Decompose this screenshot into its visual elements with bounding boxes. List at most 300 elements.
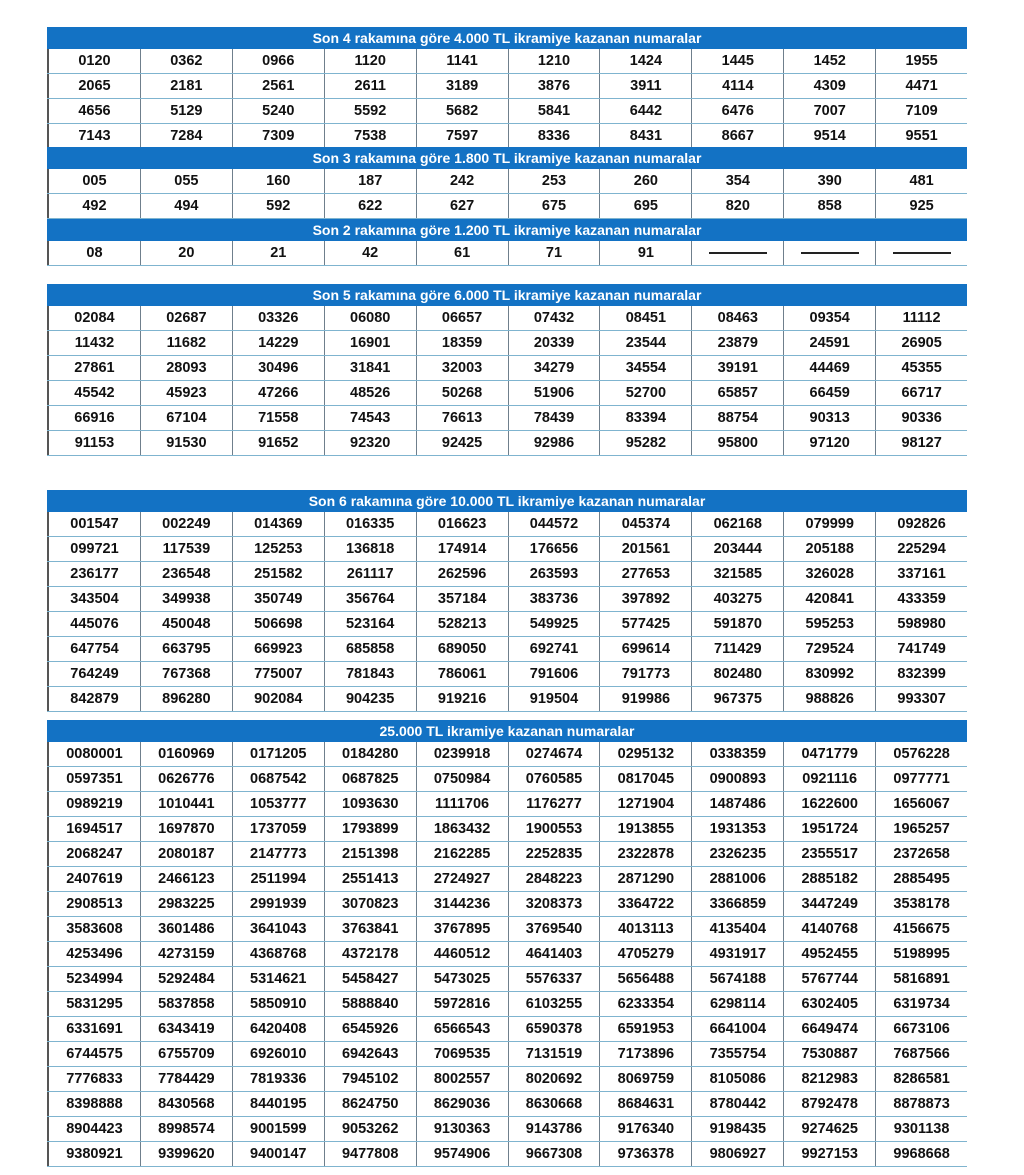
- table-cell: 357184: [416, 587, 508, 611]
- table-cell: 225294: [875, 537, 967, 561]
- table-cell: 420841: [783, 587, 875, 611]
- table-cell: 1931353: [691, 817, 783, 841]
- table-row: [47, 431, 967, 456]
- table-cell: 4641403: [508, 942, 600, 966]
- table-cell: 6649474: [783, 1017, 875, 1041]
- table-cell: 1210: [508, 49, 600, 73]
- table-cell: 045374: [599, 512, 691, 536]
- table-cell: 95282: [599, 431, 691, 455]
- table-cell: 0171205: [232, 742, 324, 766]
- table-cell: 044572: [508, 512, 600, 536]
- table-cell: 0750984: [416, 767, 508, 791]
- table-cell: 2322878: [599, 842, 691, 866]
- table-cell: 0966: [232, 49, 324, 73]
- table-row: [47, 767, 967, 792]
- table-row: [47, 74, 967, 99]
- son5-table: [47, 284, 967, 456]
- table-cell: 993307: [875, 687, 967, 711]
- table-cell: 1053777: [232, 792, 324, 816]
- table-cell: 062168: [691, 512, 783, 536]
- table-cell: 2147773: [232, 842, 324, 866]
- son2-table: [47, 219, 967, 266]
- table-cell: 492: [47, 194, 140, 218]
- table-cell: 5129: [140, 99, 232, 123]
- table-cell: 1913855: [599, 817, 691, 841]
- table-cell: 6298114: [691, 992, 783, 1016]
- table-cell: [875, 241, 967, 265]
- table-cell: 9927153: [783, 1142, 875, 1166]
- table-cell: 39191: [691, 356, 783, 380]
- table-cell: 326028: [783, 562, 875, 586]
- table-cell: 0921116: [783, 767, 875, 791]
- table-row: [47, 331, 967, 356]
- table-cell: 014369: [232, 512, 324, 536]
- table-cell: 187: [324, 169, 416, 193]
- table-cell: 9514: [783, 124, 875, 148]
- table-cell: 44469: [783, 356, 875, 380]
- table-cell: 117539: [140, 537, 232, 561]
- table-cell: 23544: [599, 331, 691, 355]
- table-cell: 31841: [324, 356, 416, 380]
- table-cell: 201561: [599, 537, 691, 561]
- table-cell: 689050: [416, 637, 508, 661]
- table-row: [47, 967, 967, 992]
- table-cell: 3447249: [783, 892, 875, 916]
- table-row: [47, 169, 967, 194]
- table-cell: 343504: [47, 587, 140, 611]
- table-cell: 1176277: [508, 792, 600, 816]
- table-cell: 390: [783, 169, 875, 193]
- table-header: Son 2 rakamına göre 1.200 TL ikramiye kazanan numaralar: [47, 219, 967, 241]
- table-cell: 528213: [416, 612, 508, 636]
- table-cell: 099721: [47, 537, 140, 561]
- table-cell: 2065: [47, 74, 140, 98]
- table-cell: 251582: [232, 562, 324, 586]
- table-cell: 791606: [508, 662, 600, 686]
- table-cell: 125253: [232, 537, 324, 561]
- table-cell: 9301138: [875, 1117, 967, 1141]
- table-cell: 4656: [47, 99, 140, 123]
- table-cell: 9667308: [508, 1142, 600, 1166]
- table-cell: 6591953: [599, 1017, 691, 1041]
- table-cell: 4471: [875, 74, 967, 98]
- table-cell: 4135404: [691, 917, 783, 941]
- table-cell: 9198435: [691, 1117, 783, 1141]
- table-cell: 001547: [47, 512, 140, 536]
- table-cell: 9143786: [508, 1117, 600, 1141]
- table-cell: 669923: [232, 637, 324, 661]
- table-row: [47, 662, 967, 687]
- table-cell: 1111706: [416, 792, 508, 816]
- table-row: [47, 637, 967, 662]
- table-cell: 5816891: [875, 967, 967, 991]
- table-cell: 16901: [324, 331, 416, 355]
- table-cell: 622: [324, 194, 416, 218]
- table-cell: 5458427: [324, 967, 416, 991]
- table-cell: 136818: [324, 537, 416, 561]
- table-cell: 176656: [508, 537, 600, 561]
- table-cell: 66717: [875, 381, 967, 405]
- table-cell: 3538178: [875, 892, 967, 916]
- table-cell: 4140768: [783, 917, 875, 941]
- table-cell: 4705279: [599, 942, 691, 966]
- table-cell: 4273159: [140, 942, 232, 966]
- table-cell: 433359: [875, 587, 967, 611]
- table-cell: 549925: [508, 612, 600, 636]
- table-cell: 1737059: [232, 817, 324, 841]
- table-cell: 0274674: [508, 742, 600, 766]
- table-cell: 2407619: [47, 867, 140, 891]
- table-cell: 1697870: [140, 817, 232, 841]
- table-cell: 3601486: [140, 917, 232, 941]
- table-cell: 6926010: [232, 1042, 324, 1066]
- table-cell: 6420408: [232, 1017, 324, 1041]
- table-cell: 591870: [691, 612, 783, 636]
- table-cell: 23879: [691, 331, 783, 355]
- table-cell: 6590378: [508, 1017, 600, 1041]
- table-cell: 6942643: [324, 1042, 416, 1066]
- table-cell: 42: [324, 241, 416, 265]
- table-cell: 34279: [508, 356, 600, 380]
- empty-dash: [709, 252, 767, 254]
- table-cell: 9130363: [416, 1117, 508, 1141]
- table-cell: 97120: [783, 431, 875, 455]
- table-cell: 91: [599, 241, 691, 265]
- table-cell: 5592: [324, 99, 416, 123]
- table-cell: 6566543: [416, 1017, 508, 1041]
- table-cell: 9399620: [140, 1142, 232, 1166]
- table-cell: 8998574: [140, 1117, 232, 1141]
- table-cell: 2511994: [232, 867, 324, 891]
- table-cell: 8667: [691, 124, 783, 148]
- table-cell: 5473025: [416, 967, 508, 991]
- table-cell: 4309: [783, 74, 875, 98]
- table-cell: 2885495: [875, 867, 967, 891]
- table-cell: 3769540: [508, 917, 600, 941]
- table-cell: 842879: [47, 687, 140, 711]
- table-cell: 1965257: [875, 817, 967, 841]
- table-row: [47, 842, 967, 867]
- table-cell: 692741: [508, 637, 600, 661]
- table-cell: 0760585: [508, 767, 600, 791]
- table-cell: 5767744: [783, 967, 875, 991]
- table-row: [47, 1092, 967, 1117]
- table-cell: 0900893: [691, 767, 783, 791]
- table-cell: 4114: [691, 74, 783, 98]
- table-cell: 8398888: [47, 1092, 140, 1116]
- table-cell: 403275: [691, 587, 783, 611]
- table-cell: 91530: [140, 431, 232, 455]
- table-cell: 450048: [140, 612, 232, 636]
- table-cell: 988826: [783, 687, 875, 711]
- table-cell: 7687566: [875, 1042, 967, 1066]
- table-cell: 8904423: [47, 1117, 140, 1141]
- table-row: [47, 1117, 967, 1142]
- table-cell: 494: [140, 194, 232, 218]
- table-cell: 902084: [232, 687, 324, 711]
- table-cell: 2372658: [875, 842, 967, 866]
- table-cell: 8440195: [232, 1092, 324, 1116]
- table-cell: 663795: [140, 637, 232, 661]
- table-cell: 2881006: [691, 867, 783, 891]
- table-cell: 0687542: [232, 767, 324, 791]
- table-cell: 2908513: [47, 892, 140, 916]
- table-header: Son 6 rakamına göre 10.000 TL ikramiye kazanan numaralar: [47, 490, 967, 512]
- empty-dash: [893, 252, 951, 254]
- table-cell: 830992: [783, 662, 875, 686]
- table-cell: 005: [47, 169, 140, 193]
- table-cell: 7069535: [416, 1042, 508, 1066]
- table-cell: 9176340: [599, 1117, 691, 1141]
- table-cell: 8878873: [875, 1092, 967, 1116]
- table-cell: 236177: [47, 562, 140, 586]
- table-row: [47, 512, 967, 537]
- table-cell: 8336: [508, 124, 600, 148]
- table-cell: 9736378: [599, 1142, 691, 1166]
- table-cell: 9001599: [232, 1117, 324, 1141]
- table-cell: 9274625: [783, 1117, 875, 1141]
- table-header: 25.000 TL ikramiye kazanan numaralar: [47, 720, 967, 742]
- table-cell: 919504: [508, 687, 600, 711]
- table-cell: 8780442: [691, 1092, 783, 1116]
- table-cell: 685858: [324, 637, 416, 661]
- table-cell: 263593: [508, 562, 600, 586]
- table-cell: 9968668: [875, 1142, 967, 1166]
- table-cell: 08451: [599, 306, 691, 330]
- table-cell: 6641004: [691, 1017, 783, 1041]
- table-cell: 523164: [324, 612, 416, 636]
- table-cell: 0239918: [416, 742, 508, 766]
- empty-dash: [801, 252, 859, 254]
- son4-table: [47, 27, 967, 149]
- table-cell: 002249: [140, 512, 232, 536]
- table-cell: 3876: [508, 74, 600, 98]
- table-cell: 7173896: [599, 1042, 691, 1066]
- table-cell: 2151398: [324, 842, 416, 866]
- table-cell: 2326235: [691, 842, 783, 866]
- table-cell: 5888840: [324, 992, 416, 1016]
- table-cell: 3583608: [47, 917, 140, 941]
- table-cell: 71: [508, 241, 600, 265]
- table-cell: 0817045: [599, 767, 691, 791]
- table-cell: 98127: [875, 431, 967, 455]
- table-row: [47, 537, 967, 562]
- table-cell: 506698: [232, 612, 324, 636]
- table-cell: 1445: [691, 49, 783, 73]
- table-cell: 7597: [416, 124, 508, 148]
- table-cell: 09354: [783, 306, 875, 330]
- table-cell: 0080001: [47, 742, 140, 766]
- table-cell: 1271904: [599, 792, 691, 816]
- 25000-table: [47, 720, 967, 1167]
- table-cell: 5314621: [232, 967, 324, 991]
- table-cell: 03326: [232, 306, 324, 330]
- table-cell: 0576228: [875, 742, 967, 766]
- table-cell: 1955: [875, 49, 967, 73]
- table-cell: 767368: [140, 662, 232, 686]
- table-cell: 4460512: [416, 942, 508, 966]
- table-cell: 9574906: [416, 1142, 508, 1166]
- table-cell: 1622600: [783, 792, 875, 816]
- table-cell: 52700: [599, 381, 691, 405]
- table-cell: 08: [47, 241, 140, 265]
- table-row: [47, 942, 967, 967]
- table-cell: 6302405: [783, 992, 875, 1016]
- table-cell: 174914: [416, 537, 508, 561]
- table-row: [47, 587, 967, 612]
- table-cell: 764249: [47, 662, 140, 686]
- table-cell: 0362: [140, 49, 232, 73]
- table-cell: 1900553: [508, 817, 600, 841]
- table-cell: 8684631: [599, 1092, 691, 1116]
- table-cell: 2551413: [324, 867, 416, 891]
- table-row: [47, 49, 967, 74]
- table-cell: 06657: [416, 306, 508, 330]
- table-cell: 88754: [691, 406, 783, 430]
- table-cell: 349938: [140, 587, 232, 611]
- table-row: [47, 917, 967, 942]
- table-cell: 14229: [232, 331, 324, 355]
- table-cell: 896280: [140, 687, 232, 711]
- table-cell: 66916: [47, 406, 140, 430]
- table-cell: 261117: [324, 562, 416, 586]
- table-cell: 48526: [324, 381, 416, 405]
- table-cell: 592: [232, 194, 324, 218]
- table-cell: 699614: [599, 637, 691, 661]
- table-cell: 8069759: [599, 1067, 691, 1091]
- table-cell: 2991939: [232, 892, 324, 916]
- table-cell: 7109: [875, 99, 967, 123]
- table-row: [47, 1017, 967, 1042]
- table-cell: 8629036: [416, 1092, 508, 1116]
- table-cell: 6673106: [875, 1017, 967, 1041]
- table-cell: 092826: [875, 512, 967, 536]
- table-cell: 92320: [324, 431, 416, 455]
- table-row: [47, 612, 967, 637]
- table-cell: 47266: [232, 381, 324, 405]
- table-cell: 0597351: [47, 767, 140, 791]
- table-cell: 729524: [783, 637, 875, 661]
- table-cell: 791773: [599, 662, 691, 686]
- table-cell: 02687: [140, 306, 232, 330]
- table-cell: 67104: [140, 406, 232, 430]
- table-cell: 205188: [783, 537, 875, 561]
- table-cell: 3070823: [324, 892, 416, 916]
- table-cell: 4368768: [232, 942, 324, 966]
- table-cell: 6755709: [140, 1042, 232, 1066]
- table-cell: 9380921: [47, 1142, 140, 1166]
- table-cell: 2162285: [416, 842, 508, 866]
- table-cell: 4931917: [691, 942, 783, 966]
- table-cell: 07432: [508, 306, 600, 330]
- table-cell: 321585: [691, 562, 783, 586]
- table-cell: 3208373: [508, 892, 600, 916]
- table-cell: 5837858: [140, 992, 232, 1016]
- table-cell: 74543: [324, 406, 416, 430]
- table-cell: 6545926: [324, 1017, 416, 1041]
- table-cell: 4013113: [599, 917, 691, 941]
- table-cell: 160: [232, 169, 324, 193]
- table-row: [47, 687, 967, 712]
- table-cell: 1120: [324, 49, 416, 73]
- table-cell: 9551: [875, 124, 967, 148]
- table-cell: 445076: [47, 612, 140, 636]
- table-cell: 2561: [232, 74, 324, 98]
- table-cell: 71558: [232, 406, 324, 430]
- table-row: [47, 194, 967, 219]
- table-cell: 695: [599, 194, 691, 218]
- table-cell: 6103255: [508, 992, 600, 1016]
- table-cell: 1141: [416, 49, 508, 73]
- table-cell: 7131519: [508, 1042, 600, 1066]
- table-cell: 2885182: [783, 867, 875, 891]
- table-cell: 6744575: [47, 1042, 140, 1066]
- table-row: [47, 742, 967, 767]
- table-cell: 2848223: [508, 867, 600, 891]
- table-cell: 8020692: [508, 1067, 600, 1091]
- table-cell: 2355517: [783, 842, 875, 866]
- table-cell: 5234994: [47, 967, 140, 991]
- table-row: [47, 867, 967, 892]
- table-cell: 919986: [599, 687, 691, 711]
- table-row: [47, 241, 967, 266]
- table-cell: 781843: [324, 662, 416, 686]
- table-cell: 3763841: [324, 917, 416, 941]
- table-cell: 7538: [324, 124, 416, 148]
- table-cell: 6233354: [599, 992, 691, 1016]
- table-cell: 8792478: [783, 1092, 875, 1116]
- table-cell: 26905: [875, 331, 967, 355]
- table-cell: 7530887: [783, 1042, 875, 1066]
- table-cell: 7284: [140, 124, 232, 148]
- table-cell: 577425: [599, 612, 691, 636]
- table-cell: 904235: [324, 687, 416, 711]
- table-cell: 6343419: [140, 1017, 232, 1041]
- table-cell: 45923: [140, 381, 232, 405]
- table-cell: 0295132: [599, 742, 691, 766]
- table-cell: 775007: [232, 662, 324, 686]
- table-header: Son 5 rakamına göre 6.000 TL ikramiye kazanan numaralar: [47, 284, 967, 306]
- table-cell: 24591: [783, 331, 875, 355]
- table-cell: 595253: [783, 612, 875, 636]
- table-cell: 8431: [599, 124, 691, 148]
- son3-table: [47, 147, 967, 219]
- table-cell: 11112: [875, 306, 967, 330]
- table-cell: 741749: [875, 637, 967, 661]
- table-cell: 50268: [416, 381, 508, 405]
- table-cell: 28093: [140, 356, 232, 380]
- table-cell: 5240: [232, 99, 324, 123]
- table-cell: 203444: [691, 537, 783, 561]
- table-cell: 832399: [875, 662, 967, 686]
- table-cell: 7309: [232, 124, 324, 148]
- table-cell: 91652: [232, 431, 324, 455]
- table-cell: 8212983: [783, 1067, 875, 1091]
- table-cell: 2181: [140, 74, 232, 98]
- table-cell: 5656488: [599, 967, 691, 991]
- table-cell: 08463: [691, 306, 783, 330]
- table-cell: 1093630: [324, 792, 416, 816]
- table-cell: 51906: [508, 381, 600, 405]
- table-cell: 78439: [508, 406, 600, 430]
- table-cell: 820: [691, 194, 783, 218]
- table-row: [47, 1042, 967, 1067]
- son6-table: [47, 490, 967, 712]
- table-cell: 4952455: [783, 942, 875, 966]
- table-cell: 9806927: [691, 1142, 783, 1166]
- table-cell: 18359: [416, 331, 508, 355]
- table-cell: 90313: [783, 406, 875, 430]
